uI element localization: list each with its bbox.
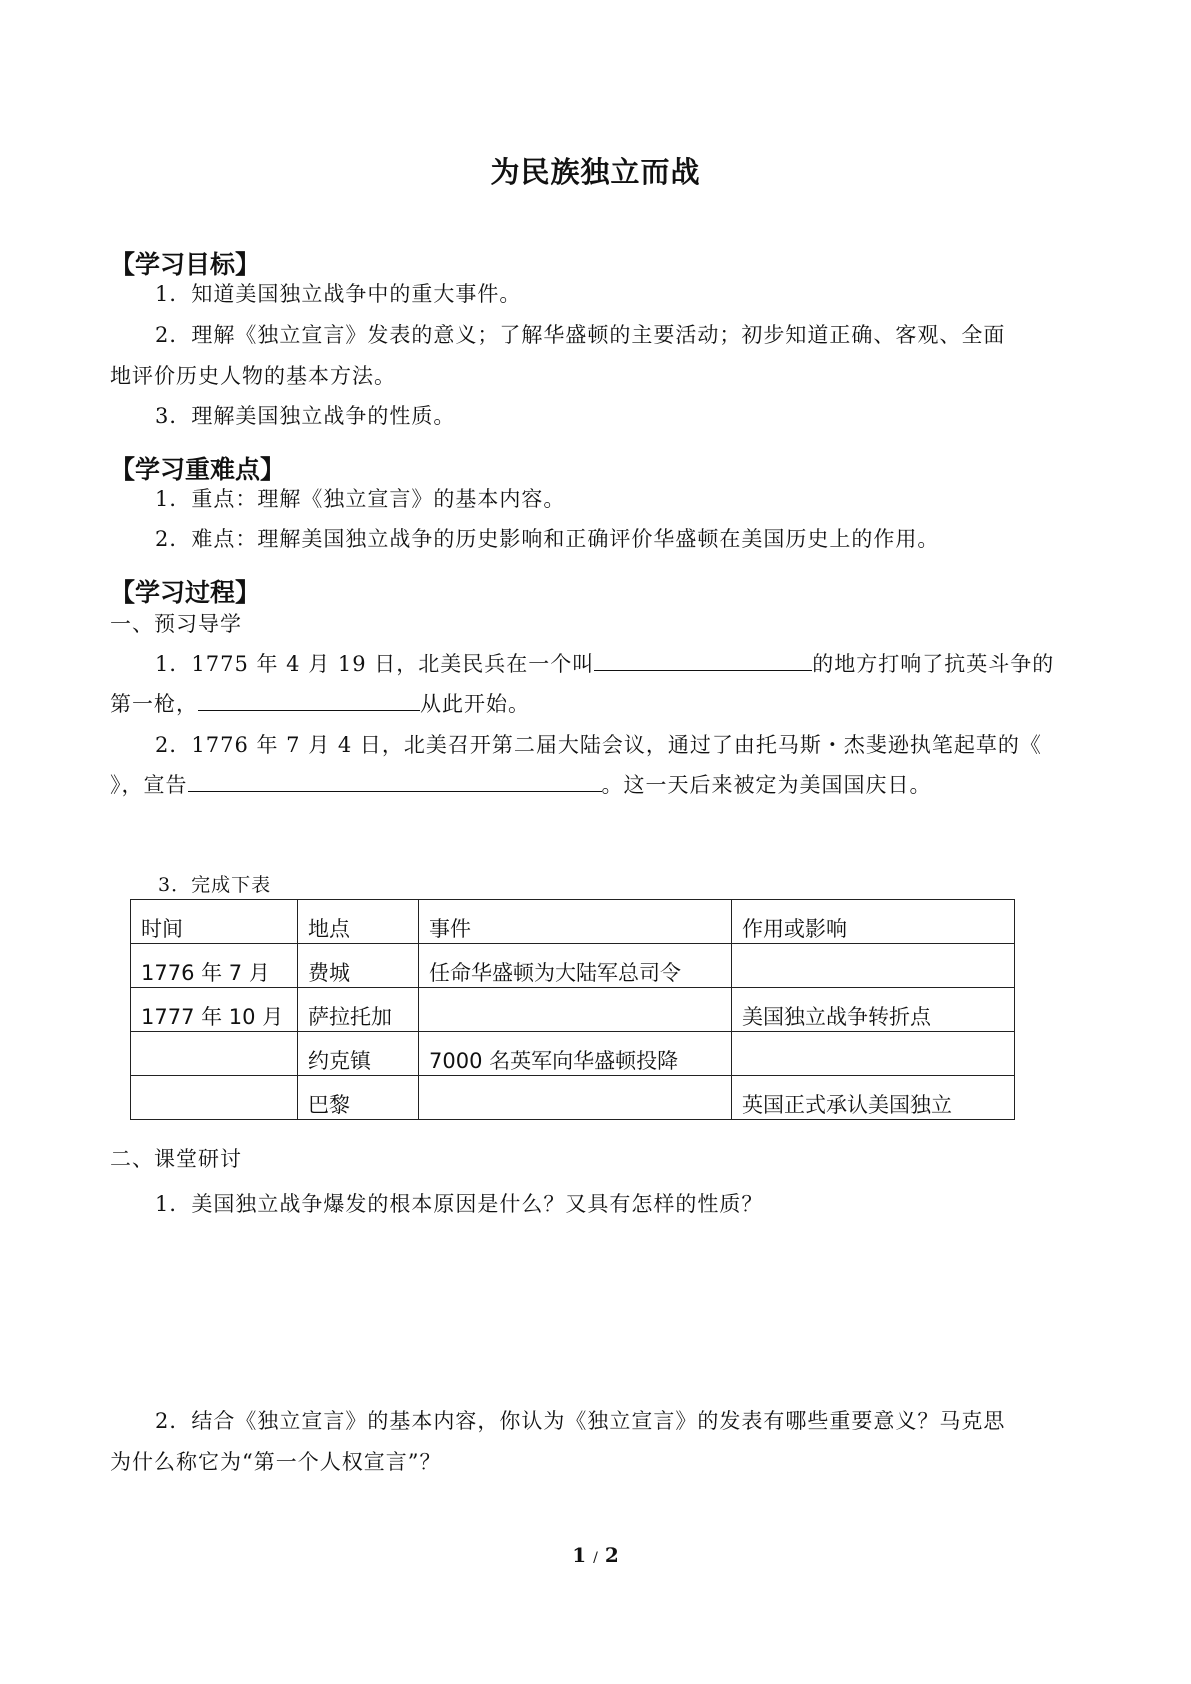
answer-blank-3[interactable] [188, 769, 602, 792]
q1-text-a: 1．1775 年 4 月 19 日，北美民兵在一个叫 [155, 652, 595, 676]
table-cell: 费城 [298, 944, 419, 988]
table-cell: 英国正式承认美国独立 [732, 1076, 1015, 1120]
table-row [131, 944, 1015, 988]
question-3: 3．完成下表 [158, 874, 272, 896]
answer-blank-1[interactable] [594, 648, 812, 671]
objective-2-cont: 地评价历史人物的基本方法。 [110, 364, 396, 388]
table-row [131, 1076, 1015, 1120]
table-cell: 巴黎 [298, 1076, 419, 1120]
discussion-question-2-line1: 2．结合《独立宣言》的基本内容，你认为《独立宣言》的发表有哪些重要意义？马克思 [155, 1409, 1006, 1433]
table-cell[interactable] [419, 988, 732, 1032]
keypoints-heading: 【学习重难点】 [110, 455, 286, 484]
table-row [131, 988, 1015, 1032]
page-title: 为民族独立而战 [490, 155, 701, 189]
question-2-line1: 2．1776 年 7 月 4 日，北美召开第二届大陆会议，通过了由托马斯・杰斐逊执笔起草的《 [155, 733, 1042, 757]
part1-heading: 一、预习导学 [110, 612, 242, 636]
table-cell[interactable] [131, 1032, 298, 1076]
table-cell[interactable] [131, 1076, 298, 1120]
table-cell: 1777 年 10 月 [131, 988, 298, 1032]
objective-1: 1．知道美国独立战争中的重大事件。 [155, 282, 522, 306]
discussion-question-2-line2: 为什么称它为“第一个人权宣言”？ [110, 1450, 442, 1474]
question-1-line1 [155, 648, 1054, 678]
table-cell: 萨拉托加 [298, 988, 419, 1032]
question-2-line2 [110, 769, 932, 799]
table-cell: 约克镇 [298, 1032, 419, 1076]
q1-text-c: 第一枪， [110, 692, 198, 716]
page-number [0, 1543, 1191, 1567]
objective-3: 3．理解美国独立战争的性质。 [155, 404, 456, 428]
q2-text-b: 》，宣告 [110, 773, 188, 797]
table-cell: 7000 名英军向华盛顿投降 [419, 1032, 732, 1076]
page-separator: / [593, 1550, 598, 1566]
answer-blank-2[interactable] [198, 688, 420, 711]
keypoint-1: 1．重点：理解《独立宣言》的基本内容。 [155, 487, 566, 511]
q2-text-c: 。这一天后来被定为美国国庆日。 [601, 773, 932, 797]
keypoint-2: 2．难点：理解美国独立战争的历史影响和正确评价华盛顿在美国历史上的作用。 [155, 527, 940, 551]
process-heading: 【学习过程】 [110, 578, 261, 607]
events-table [130, 899, 1015, 1120]
current-page: 1 [572, 1543, 587, 1567]
table-header-cell: 时间 [131, 900, 298, 944]
objectives-heading: 【学习目标】 [110, 250, 261, 279]
table-cell[interactable] [732, 944, 1015, 988]
table-row [131, 1032, 1015, 1076]
total-pages: 2 [604, 1543, 619, 1567]
table-cell: 美国独立战争转折点 [732, 988, 1015, 1032]
part2-heading: 二、课堂研讨 [110, 1147, 242, 1171]
q1-text-b: 的地方打响了抗英斗争的 [812, 652, 1055, 676]
table-header-cell: 事件 [419, 900, 732, 944]
objective-2: 2．理解《独立宣言》发表的意义；了解华盛顿的主要活动；初步知道正确、客观、全面 [155, 323, 1006, 347]
table-header-cell: 作用或影响 [732, 900, 1015, 944]
table-cell[interactable] [732, 1032, 1015, 1076]
table-cell[interactable] [419, 1076, 732, 1120]
discussion-question-1: 1．美国独立战争爆发的根本原因是什么？又具有怎样的性质？ [155, 1192, 764, 1216]
table-cell: 任命华盛顿为大陆军总司令 [419, 944, 732, 988]
table-header-row [131, 900, 1015, 944]
table-header-cell: 地点 [298, 900, 419, 944]
question-1-line2 [110, 688, 530, 718]
q1-text-d: 从此开始。 [420, 692, 530, 716]
table-cell: 1776 年 7 月 [131, 944, 298, 988]
